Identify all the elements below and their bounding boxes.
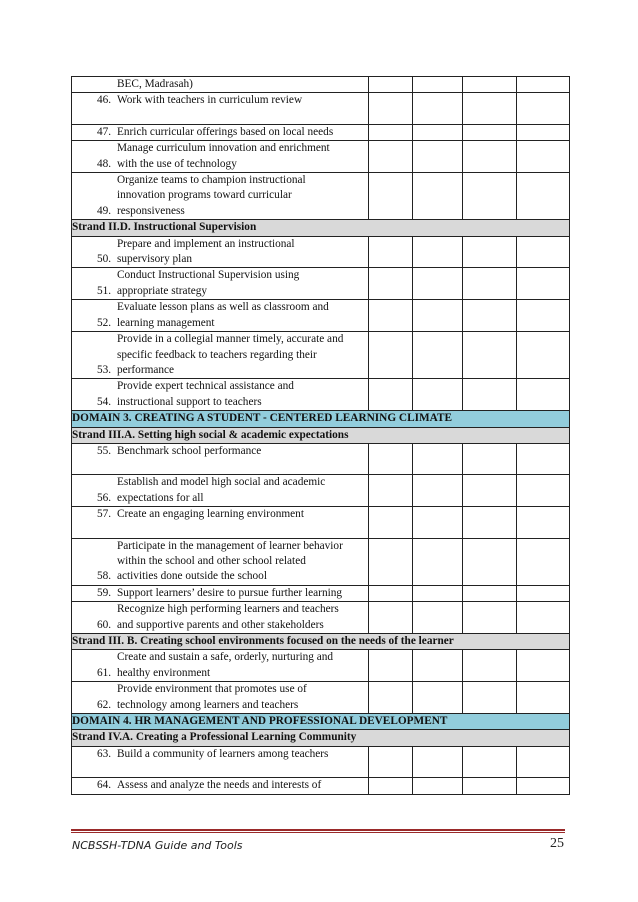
table-row <box>72 236 570 268</box>
item-text: BEC, Madrasah) <box>117 78 193 90</box>
indicator-cell: 64. Assess and analyze the needs and interests of <box>72 778 369 794</box>
rating-cell[interactable] <box>369 650 413 682</box>
rating-cell[interactable] <box>369 379 413 411</box>
rating-cell[interactable] <box>413 585 463 601</box>
table-row <box>72 538 570 585</box>
rating-cell[interactable] <box>463 746 517 777</box>
rating-cell[interactable] <box>413 236 463 268</box>
table-row <box>72 141 570 173</box>
table-row <box>72 443 570 474</box>
indicator-cell: 63. Build a community of learners among teachers <box>72 746 369 777</box>
domain-header-row <box>72 411 570 427</box>
item-text: Enrich curricular offerings based on local needs <box>117 125 334 138</box>
rating-cell[interactable] <box>517 585 570 601</box>
strand-title: Strand III.A. Setting high social & academic expectations <box>72 427 570 443</box>
rating-cell[interactable] <box>517 300 570 332</box>
indicator-cell: 56.Establish and model high social and academic expectations for all <box>72 475 369 507</box>
rating-cell[interactable] <box>517 475 570 507</box>
indicator-cell: 48.Manage curriculum innovation and enrichment with the use of technology <box>72 141 369 173</box>
rating-cell[interactable] <box>463 585 517 601</box>
table-row <box>72 585 570 601</box>
table-row <box>72 124 570 140</box>
assessment-table <box>71 76 570 795</box>
rating-cell[interactable] <box>413 507 463 538</box>
rating-cell[interactable] <box>369 682 413 714</box>
rating-cell[interactable] <box>413 173 463 220</box>
rating-cell[interactable] <box>463 268 517 300</box>
strand-title: Strand II.D. Instructional Supervision <box>72 220 570 236</box>
footer-rule-thin <box>71 832 565 833</box>
rating-cell[interactable] <box>463 379 517 411</box>
strand-title: Strand III. B. Creating school environments focused on the needs of the learner <box>72 634 570 650</box>
item-text: Work with teachers in curriculum review <box>117 94 303 107</box>
indicator-cell: 47. Enrich curricular offerings based on local needs <box>72 124 369 140</box>
table-row <box>72 379 570 411</box>
indicator-cell: 62.Provide environment that promotes use of technology among learners and teachers <box>72 682 369 714</box>
rating-cell[interactable] <box>463 443 517 474</box>
item-text: Participate in the management of learner behavior within the school and other school related activities done outside the school <box>117 539 343 583</box>
rating-cell[interactable] <box>463 173 517 220</box>
indicator-cell <box>72 77 369 93</box>
item-text: Evaluate lesson plans as well as classroom and learning management <box>117 301 329 329</box>
indicator-cell: 61.Create and sustain a safe, orderly, nurturing and healthy environment <box>72 650 369 682</box>
rating-cell[interactable] <box>413 124 463 140</box>
rating-cell[interactable] <box>517 538 570 585</box>
indicator-cell: 52.Evaluate lesson plans as well as classroom and learning management <box>72 300 369 332</box>
rating-cell[interactable] <box>517 778 570 794</box>
rating-cell[interactable] <box>517 173 570 220</box>
rating-cell[interactable] <box>463 93 517 124</box>
item-text: Provide in a collegial manner timely, accurate and specific feedback to teachers regarding their performance <box>117 333 344 376</box>
rating-cell[interactable] <box>463 124 517 140</box>
indicator-cell: 53.Provide in a collegial manner timely, accurate and specific feedback to teachers regarding their performance <box>72 332 369 379</box>
rating-cell[interactable] <box>413 475 463 507</box>
item-text: Create and sustain a safe, orderly, nurturing and healthy environment <box>117 651 334 679</box>
rating-cell[interactable] <box>369 300 413 332</box>
item-text: Organize teams to champion instructional innovation programs toward curricular responsiveness <box>117 174 306 217</box>
item-text: Prepare and implement an instructional supervisory plan <box>117 237 295 266</box>
rating-cell[interactable] <box>413 778 463 794</box>
rating-cell[interactable] <box>517 443 570 474</box>
rating-cell[interactable] <box>413 268 463 300</box>
table-row <box>72 173 570 220</box>
domain-title: DOMAIN 3. CREATING A STUDENT - CENTERED LEARNING CLIMATE <box>72 411 570 427</box>
rating-cell[interactable] <box>369 124 413 140</box>
table-row <box>72 778 570 794</box>
item-text: Provide expert technical assistance and instructional support to teachers <box>117 380 294 408</box>
indicator-cell: 46. Work with teachers in curriculum review <box>72 93 369 124</box>
rating-cell[interactable] <box>413 538 463 585</box>
rating-cell[interactable] <box>517 77 570 93</box>
rating-cell[interactable] <box>517 379 570 411</box>
rating-cell[interactable] <box>463 475 517 507</box>
item-text: Provide environment that promotes use of technology among learners and teachers <box>117 683 307 711</box>
indicator-cell: 57. Create an engaging learning environment <box>72 507 369 538</box>
rating-cell[interactable] <box>517 650 570 682</box>
strand-header-row <box>72 634 570 650</box>
rating-cell[interactable] <box>369 236 413 268</box>
rating-cell[interactable] <box>517 124 570 140</box>
indicator-cell: 49.Organize teams to champion instructional innovation programs toward curricular responsiveness <box>72 173 369 220</box>
indicator-cell: 55. Benchmark school performance <box>72 443 369 474</box>
rating-cell[interactable] <box>369 507 413 538</box>
rating-cell[interactable] <box>369 778 413 794</box>
rating-cell[interactable] <box>517 602 570 634</box>
rating-cell[interactable] <box>463 236 517 268</box>
rating-cell[interactable] <box>413 443 463 474</box>
rating-cell[interactable] <box>463 650 517 682</box>
indicator-cell: 54.Provide expert technical assistance and instructional support to teachers <box>72 379 369 411</box>
strand-header-row <box>72 730 570 746</box>
rating-cell[interactable] <box>463 77 517 93</box>
rating-cell[interactable] <box>463 538 517 585</box>
rating-cell[interactable] <box>369 268 413 300</box>
indicator-cell: 58.Participate in the management of learner behavior within the school and other school related activities done outside the school <box>72 538 369 585</box>
footer-title: NCBSSH-TDNA Guide and Tools <box>72 839 243 852</box>
rating-cell[interactable] <box>369 77 413 93</box>
item-text: Assess and analyze the needs and interests of <box>117 779 322 792</box>
rating-cell[interactable] <box>369 173 413 220</box>
rating-cell[interactable] <box>413 379 463 411</box>
rating-cell[interactable] <box>413 77 463 93</box>
indicator-cell: 51.Conduct Instructional Supervision using appropriate strategy <box>72 268 369 300</box>
page-number: 25 <box>550 836 564 851</box>
table-row <box>72 602 570 634</box>
rating-cell[interactable] <box>517 141 570 173</box>
strand-header-row <box>72 220 570 236</box>
rating-cell[interactable] <box>517 236 570 268</box>
item-text: Support learners’ desire to pursue further learning <box>117 586 343 599</box>
indicator-cell: 50.Prepare and implement an instructional supervisory plan <box>72 236 369 268</box>
rating-cell[interactable] <box>517 332 570 379</box>
rating-cell[interactable] <box>517 746 570 777</box>
rating-cell[interactable] <box>463 141 517 173</box>
rating-cell[interactable] <box>463 602 517 634</box>
rating-cell[interactable] <box>463 300 517 332</box>
rating-cell[interactable] <box>413 650 463 682</box>
rating-cell[interactable] <box>369 538 413 585</box>
table-row <box>72 77 570 93</box>
rating-cell[interactable] <box>413 746 463 777</box>
item-text: Conduct Instructional Supervision using appropriate strategy <box>117 269 300 297</box>
strand-header-row <box>72 427 570 443</box>
strand-title: Strand IV.A. Creating a Professional Learning Community <box>72 730 570 746</box>
rating-cell[interactable] <box>369 602 413 634</box>
rating-cell[interactable] <box>369 332 413 379</box>
item-text: Create an engaging learning environment <box>117 508 304 521</box>
table-row <box>72 650 570 682</box>
table-row <box>72 475 570 507</box>
table-row <box>72 507 570 538</box>
rating-cell[interactable] <box>413 602 463 634</box>
rating-cell[interactable] <box>463 507 517 538</box>
table-row <box>72 268 570 300</box>
item-text: Benchmark school performance <box>117 444 262 457</box>
table-row <box>72 682 570 714</box>
rating-cell[interactable] <box>517 93 570 124</box>
table-row <box>72 300 570 332</box>
rating-cell[interactable] <box>413 332 463 379</box>
rating-cell[interactable] <box>463 778 517 794</box>
rating-cell[interactable] <box>413 300 463 332</box>
rating-cell[interactable] <box>369 141 413 173</box>
indicator-cell: 59. Support learners’ desire to pursue further learning <box>72 585 369 601</box>
domain-header-row <box>72 714 570 730</box>
rating-cell[interactable] <box>517 682 570 714</box>
domain-title: DOMAIN 4. HR MANAGEMENT AND PROFESSIONAL DEVELOPMENT <box>72 714 570 730</box>
table-row <box>72 93 570 124</box>
rating-cell[interactable] <box>369 585 413 601</box>
indicator-cell: 60.Recognize high performing learners and teachers and supportive parents and other stakeholders <box>72 602 369 634</box>
rating-cell[interactable] <box>413 682 463 714</box>
footer-rule <box>71 829 565 831</box>
rating-cell[interactable] <box>413 141 463 173</box>
item-text: Recognize high performing learners and teachers and supportive parents and other stakeholders <box>117 603 339 631</box>
rating-cell[interactable] <box>413 93 463 124</box>
rating-cell[interactable] <box>369 746 413 777</box>
rating-cell[interactable] <box>369 475 413 507</box>
rating-cell[interactable] <box>369 93 413 124</box>
rating-cell[interactable] <box>463 682 517 714</box>
rating-cell[interactable] <box>369 443 413 474</box>
rating-cell[interactable] <box>463 332 517 379</box>
item-text: Build a community of learners among teachers <box>117 747 329 760</box>
item-text: Establish and model high social and academic expectations for all <box>117 476 326 504</box>
table-row <box>72 332 570 379</box>
rating-cell[interactable] <box>517 507 570 538</box>
rating-cell[interactable] <box>517 268 570 300</box>
table-row <box>72 746 570 777</box>
item-text: Manage curriculum innovation and enrichment with the use of technology <box>117 142 330 170</box>
